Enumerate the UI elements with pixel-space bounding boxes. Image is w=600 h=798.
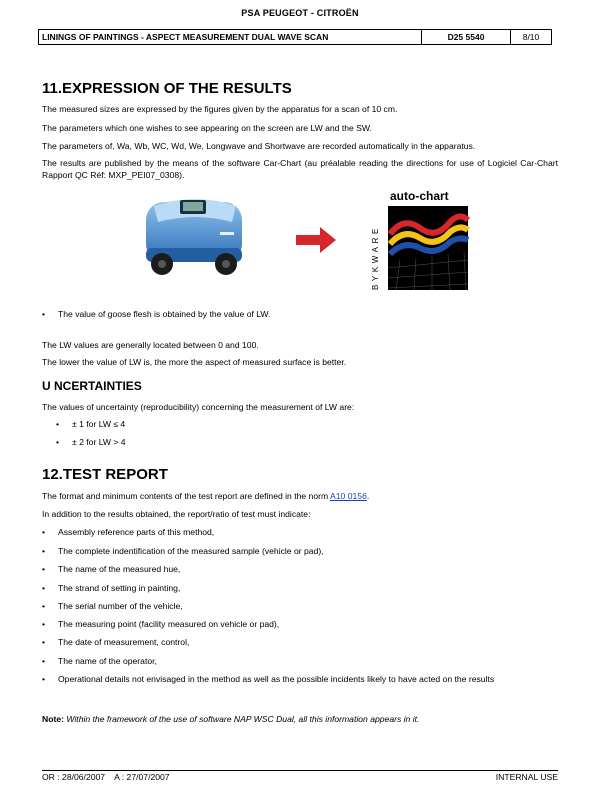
- company-header: PSA PEUGEOT - CITROËN: [241, 8, 359, 18]
- note: Note: Within the framework of the use of software NAP WSC Dual, all this information appears in it.: [42, 714, 420, 724]
- section-11-title: 11.EXPRESSION OF THE RESULTS: [42, 80, 292, 97]
- paragraph: The values of uncertainty (reproducibility) concerning the measurement of LW are:: [42, 402, 355, 412]
- norm-link[interactable]: A10 0156: [330, 491, 367, 501]
- page-number: 8/10: [522, 32, 540, 42]
- paragraph: In addition to the results obtained, the report/ratio of test must indicate:: [42, 509, 311, 519]
- paragraph: The measured sizes are expressed by the figures given by the apparatus for a scan of 10 cm.: [42, 104, 398, 114]
- section-12-title: 12.TEST REPORT: [42, 466, 168, 483]
- header-table: [38, 29, 552, 45]
- auto-chart-logo: [370, 190, 470, 294]
- footer-classification: INTERNAL USE: [495, 772, 558, 782]
- paragraph: The results are published by the means of the software Car-Chart (au préalable reading the directions for use of Logiciel Car-Chart Rapport QC Réf: MXP_PEI07_0308).: [42, 158, 558, 180]
- doc-number: D25 5540: [422, 30, 511, 44]
- footer-dates: OR : 28/06/2007 A : 27/07/2007: [42, 772, 170, 782]
- paragraph: The lower the value of LW is, the more the aspect of measured surface is better.: [42, 357, 347, 367]
- footer-divider: [42, 770, 558, 771]
- paragraph: The LW values are generally located between 0 and 100.: [42, 340, 259, 350]
- gloss-meter-device-image: [140, 188, 250, 280]
- paragraph: The parameters of, Wa, Wb, WC, Wd, We, Longwave and Shortwave are recorded automatically in the apparatus.: [42, 141, 476, 151]
- paragraph: The parameters which one wishes to see appearing on the screen are LW and the SW.: [42, 123, 372, 133]
- svg-text:BYKWARE: BYKWARE: [371, 225, 380, 290]
- doc-title: LININGS OF PAINTINGS - ASPECT MEASUREMENT DUAL WAVE SCAN: [39, 30, 422, 44]
- uncertainties-title: U NCERTAINTIES: [42, 379, 142, 393]
- paragraph: The format and minimum contents of the test report are defined in the norm A10 0156.: [42, 491, 370, 501]
- svg-text:auto-chart: auto-chart: [390, 190, 449, 203]
- document-page: PSA PEUGEOT - CITROËN LININGS OF PAINTINGS - ASPECT MEASUREMENT DUAL WAVE SCAN D25 5540 8/10 11.EXPRESSION OF THE RESULTS The measured sizes are expressed by the figures given by the apparatus for a scan of 10 cm. The parameters which one wishes to see appearing on the screen are LW and the SW. The parameters of, Wa, Wb, WC, Wd, We, Longwave and Shortwave are recorded automatically in the apparatus. The results are published by the means of the software Car-Chart (au préalable reading the directions for use of Logiciel Car-Chart Rapport QC Réf: MXP_PEI07_0308). auto-chart BYKWARE • The value of goose flesh is obtained by the value of LW. The LW values are generally located between 0 and 100. The lower the value of LW is, the more the aspect of measured surface is better. U NCERTAINTIES The values of uncertainty (reproducibility) concerning the measurement of LW are: • ± 1 for LW ≤ 4 • ± 2 for LW > 4 12.TEST REPORT The format and minimum contents of the test report are defined in the norm A10 0156. In addition to the results obtained, the report/ratio of test must indicate: • Assembly reference parts of this method, • The complete indentification of the measured sample (vehicle or pad), • The name of the measured hue, • The strand of setting in painting, • The serial number of the vehicle, • The measuring point (facility measured on vehicle or pad), • The date of measurement, control, • The name of the operator, • Operational details not envisaged in the method as well as the possible incidents likely to have acted on the results Note: Within the framework of the use of software NAP WSC Dual, all this information appears in it. OR : 28/06/2007 A : 27/07/2007 INTERNAL USE: [0, 0, 600, 798]
- right-arrow-icon: [296, 227, 336, 253]
